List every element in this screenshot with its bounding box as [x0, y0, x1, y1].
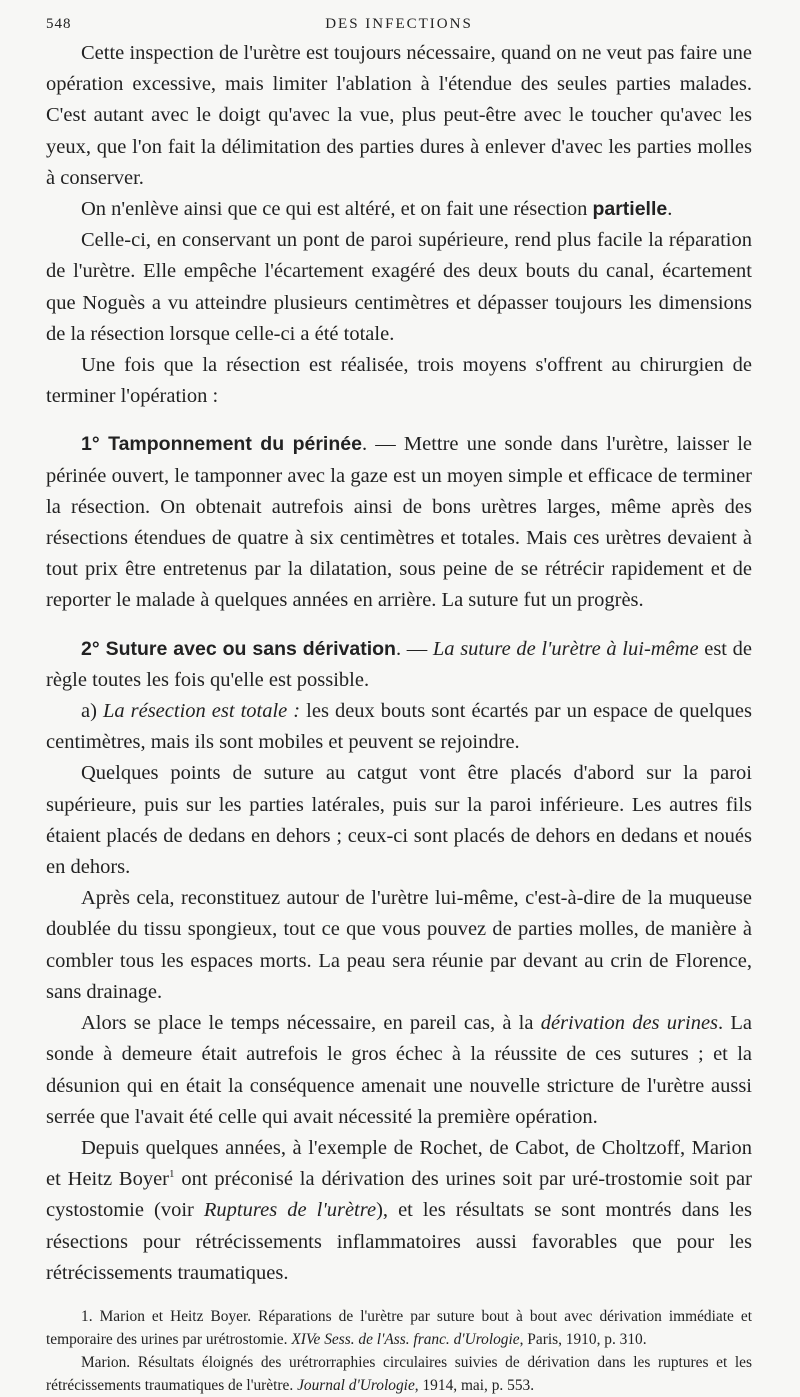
- running-header: [46, 12, 752, 38]
- paragraph: [46, 696, 752, 758]
- list-label: a): [81, 700, 103, 723]
- paragraph: Après cela, reconstituez autour de l'urètre lui-même, c'est-à-dire de la muqueuse doublée du tissu spongieux, tout ce que vous pouvez de parties molles, de manière à combler tous les espaces morts. La peau sera réunie par devant au crin de Florence, sans drainage.: [46, 887, 752, 1003]
- text-run: . —: [395, 637, 433, 660]
- text-run: , 1914, mai, p. 553.: [414, 1376, 535, 1394]
- running-title: DES INFECTIONS: [325, 16, 473, 32]
- text-run: Depuis quelques années, à l'exemple de Rochet, de Cabot, de Choltzoff, Marion et Heitz Boyer: [46, 1136, 752, 1191]
- paragraph: Une fois que la résection est réalisée, trois moyens s'offrent au chirurgien de terminer l'opération :: [46, 354, 752, 408]
- italic-phrase: La résection est totale :: [102, 700, 301, 723]
- paragraph: Cette inspection de l'urètre est toujours nécessaire, quand on ne veut pas faire une opération excessive, mais limiter l'ablation à l'étendue des seules parties malades. C'est autant avec le doigt qu'avec la vue, plus peut-être avec le toucher qu'avec les yeux, que l'on fait la délimitation des parties dures à enlever d'avec les parties molles à conserver.: [46, 42, 752, 189]
- paragraph: [46, 1133, 752, 1289]
- text-run: On n'enlève ainsi que ce qui est altéré, et on fait une résection: [81, 198, 593, 221]
- section-heading: 2° Suture avec ou sans dérivation: [81, 637, 396, 660]
- text-run: ), et les résultats se sont montrés dans les résections pour rétrécissements inflammatoires aussi favorables que pour les rétrécissements traumatiques.: [46, 1199, 752, 1284]
- section-2-paragraph: [46, 634, 752, 696]
- text-run: ont préconisé la dérivation des urines soit par uré-trostomie soit par cystostomie (voir: [46, 1168, 752, 1222]
- text-run: 1. Marion et Heitz Boyer. Réparations de l'urètre par suture bout à bout avec dérivation immédiate et temporaire des urines par urétrostomie.: [46, 1307, 752, 1348]
- text-run: . La sonde à demeure était autrefois le gros échec à la réussite de ces sutures ; et la désunion qui en était la conséquence amenait une nouvelle stricture de l'urètre aussi serrée que l'avait été celle qui avait nécessité la première opération.: [46, 1012, 752, 1128]
- footnote: [46, 1305, 752, 1351]
- text-run: , Paris, 1910, p. 310.: [519, 1330, 647, 1348]
- text-run: Alors se place le temps nécessaire, en pareil cas, à la: [81, 1012, 541, 1035]
- text-run: . — Mettre une sonde dans l'urètre, laisser le périnée ouvert, le tamponner avec la gaze est un moyen simple et efficace de terminer la résection. On obtenait autrefois ainsi de bons urètres larges, même après des résections étendues de quatre à six centimètres et totales. Mais ces urètres devaient à tout prix être entretenus par la dilatation, sous peine de se rétrécir rapidement et de reporter le malade à quelques années en arrière. La suture fut un progrès.: [46, 433, 753, 612]
- section-heading: 1° Tamponnement du périnée: [81, 433, 362, 456]
- footnote-ref: 1: [169, 1168, 175, 1181]
- main-text: [46, 38, 752, 1289]
- section-1-paragraph: [46, 429, 752, 616]
- italic-phrase: Journal d'Urologie: [297, 1376, 415, 1394]
- bold-term: partielle: [592, 198, 668, 221]
- text-run: les deux bouts sont écartés par un espace de quelques centimètres, mais ils sont mobiles et peuvent se rejoindre.: [46, 700, 752, 754]
- paragraph: [46, 1008, 752, 1133]
- text-run: .: [667, 198, 673, 221]
- italic-phrase: La suture de l'urètre à lui-même: [432, 637, 699, 660]
- italic-phrase: Ruptures de l'urètre: [203, 1199, 377, 1222]
- italic-phrase: XIVe Sess. de l'Ass. franc. d'Urologie: [291, 1330, 520, 1348]
- paragraph: [46, 194, 752, 225]
- paragraph: Celle-ci, en conservant un pont de paroi supérieure, rend plus facile la réparation de l'urètre. Elle empêche l'écartement exagéré des deux bouts du canal, écartement que Noguès a vu atteindre plusieurs centimètres et dépasser toujours les dimensions de la résection lorsque celle-ci a été totale.: [46, 229, 752, 345]
- text-run: est de règle toutes les fois qu'elle est possible.: [46, 637, 753, 691]
- text-run: Marion. Résultats éloignés des urétrorraphies circulaires suivies de dérivation dans les ruptures et les rétrécissements traumatiques de l'urètre.: [46, 1353, 752, 1394]
- page-number: 548: [46, 16, 72, 32]
- italic-phrase: dérivation des urines: [540, 1012, 719, 1035]
- paragraph: Quelques points de suture au catgut vont être placés d'abord sur la paroi supérieure, puis sur les parties latérales, puis sur la paroi inférieure. Les autres fils étaient placés de dedans en dehors ; ceux-ci sont placés de dehors en dedans et noués en dehors.: [46, 762, 752, 879]
- footnote: [46, 1351, 752, 1397]
- footnotes: [46, 1305, 752, 1397]
